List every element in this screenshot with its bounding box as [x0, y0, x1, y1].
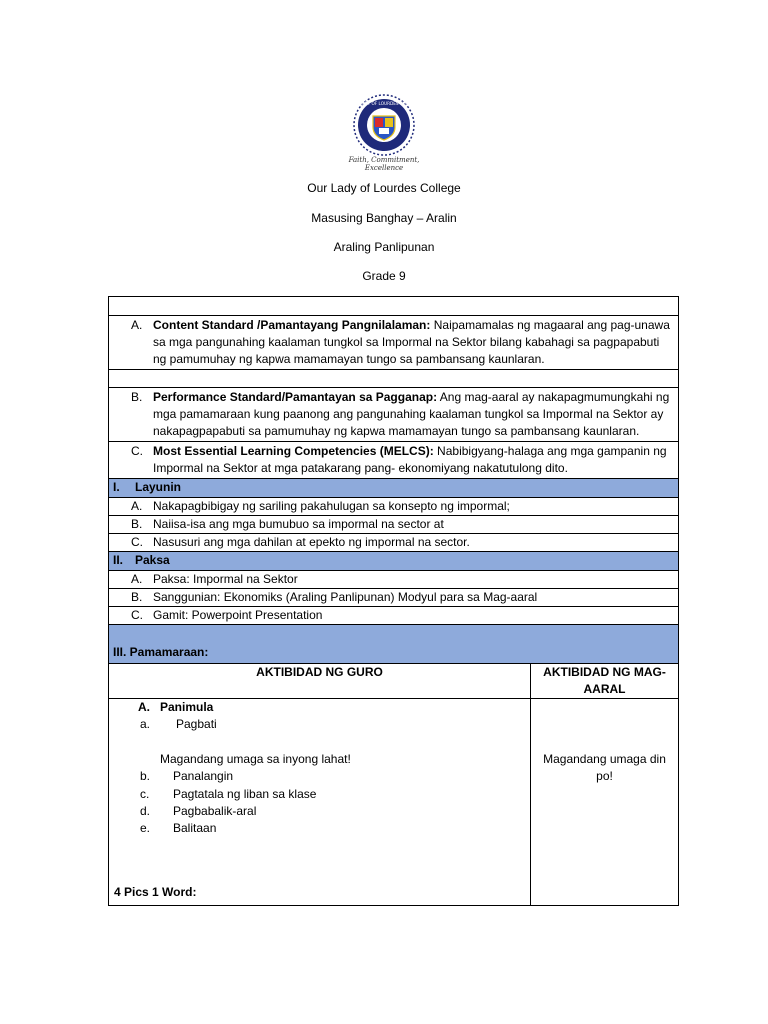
list-text: Naiisa-isa ang mga bumubuo sa impormal na sector at [153, 517, 444, 531]
paksa-item [109, 589, 679, 607]
list-text: Nasusuri ang mga dahilan at epekto ng impormal na sector. [153, 535, 470, 549]
list-letter: A. [131, 318, 143, 332]
grade-level: Grade 9 [362, 269, 406, 283]
document-title: Masusing Banghay – Aralin [311, 211, 457, 225]
section-title: Layunin [135, 480, 182, 494]
school-name: Our Lady of Lourdes College [307, 181, 461, 195]
performance-standard-row [109, 388, 679, 442]
list-text: Gamit: Powerpoint Presentation [153, 608, 323, 622]
student-activity-header: AKTIBIDAD NG MAG-AARAL [531, 664, 679, 699]
blank-row [109, 370, 679, 388]
activity-column-headers [109, 664, 679, 699]
list-text: Nakapagbibigay ng sariling pakahulugan sa konsepto ng impormal; [153, 499, 510, 513]
list-letter: c. [140, 787, 150, 801]
section-number: II. [113, 553, 124, 567]
section-header-pamamaraan [109, 625, 679, 664]
paksa-item [109, 571, 679, 589]
step-review: Pagbabalik-aral [173, 804, 257, 818]
list-letter: A. [138, 700, 150, 714]
section-title: Paksa [135, 553, 170, 567]
list-text: Sanggunian: Ekonomiks (Araling Panlipunan) Modyul para sa Mag-aaral [153, 590, 538, 604]
layunin-item [109, 534, 679, 552]
melcs-text: Nabibigyang-halaga ang mga gampanin ng Impormal na Sektor at mga patakarang pang- ekonomiyang nakatutulong dito. [153, 444, 667, 475]
performance-standard-title: Performance Standard/Pamantayan sa Pagganap: [153, 390, 438, 404]
teacher-activity-cell [109, 699, 531, 906]
activity-row [109, 699, 679, 906]
list-letter: b. [140, 769, 151, 783]
layunin-item [109, 516, 679, 534]
section-title: III. Pamamaraan: [109, 625, 679, 664]
layunin-item [109, 498, 679, 516]
college-motto: Faith, Commitment, Excellence [348, 156, 420, 172]
section-header-paksa [109, 552, 679, 571]
list-letter: d. [140, 804, 151, 818]
step-attendance: Pagtatala ng liban sa klase [173, 787, 317, 801]
step-news: Balitaan [173, 821, 217, 835]
step-pagbati: Pagbati [176, 717, 217, 731]
list-letter: B. [131, 390, 143, 404]
section-header-layunin [109, 479, 679, 498]
list-letter: C. [131, 444, 143, 458]
step-panalangin: Panalangin [173, 769, 234, 783]
section-number: I. [113, 480, 120, 494]
teacher-greeting: Magandang umaga sa inyong lahat! [160, 752, 351, 766]
blank-row [109, 297, 679, 316]
list-letter: C. [131, 535, 143, 549]
subject-title: Araling Panlipunan [333, 240, 435, 254]
teacher-activity-header: AKTIBIDAD NG GURO [109, 664, 531, 699]
student-activity-cell [531, 699, 679, 906]
list-letter: a. [140, 717, 151, 731]
list-letter: e. [140, 821, 151, 835]
melcs-title: Most Essential Learning Competencies (MELCS): [153, 444, 434, 458]
seal-text: OUR LADY OF LOURDES COLLEGE [348, 101, 420, 106]
list-text: Paksa: Impormal na Sektor [153, 572, 298, 586]
list-letter: B. [131, 517, 143, 531]
lesson-plan-table [108, 296, 679, 906]
student-reply: Magandang umaga din po! [543, 752, 666, 783]
melcs-row [109, 442, 679, 479]
paksa-item [109, 607, 679, 625]
game-label: 4 Pics 1 Word: [114, 885, 197, 899]
list-letter: A. [131, 499, 143, 513]
content-standard-title: Content Standard /Pamantayang Pangnilalaman: [153, 318, 431, 332]
list-letter: B. [131, 590, 143, 604]
list-letter: C. [131, 608, 143, 622]
content-standard-row [109, 316, 679, 370]
panimula-label: Panimula [160, 700, 214, 714]
list-letter: A. [131, 572, 143, 586]
content-standard-text: Naipamamalas ng magaaral ang pag-unawa sa mga pangunahing kaalaman tungkol sa Impormal na Sektor bilang kabahagi sa pagpapabuti ng pamumuhay ng kapwa mamamayan tungo sa pambansang kaunlaran. [153, 318, 670, 366]
performance-standard-text: Ang mag-aaral ay nakapagmumungkahi ng mga pamamaraan kung paanong ang pangunahing kaalaman tungkol sa Impormal na Sektor ay nakapagpapabuti sa pamumuhay ng kapwa mamamayan tungo sa pambansang kaunlaran. [153, 390, 670, 438]
